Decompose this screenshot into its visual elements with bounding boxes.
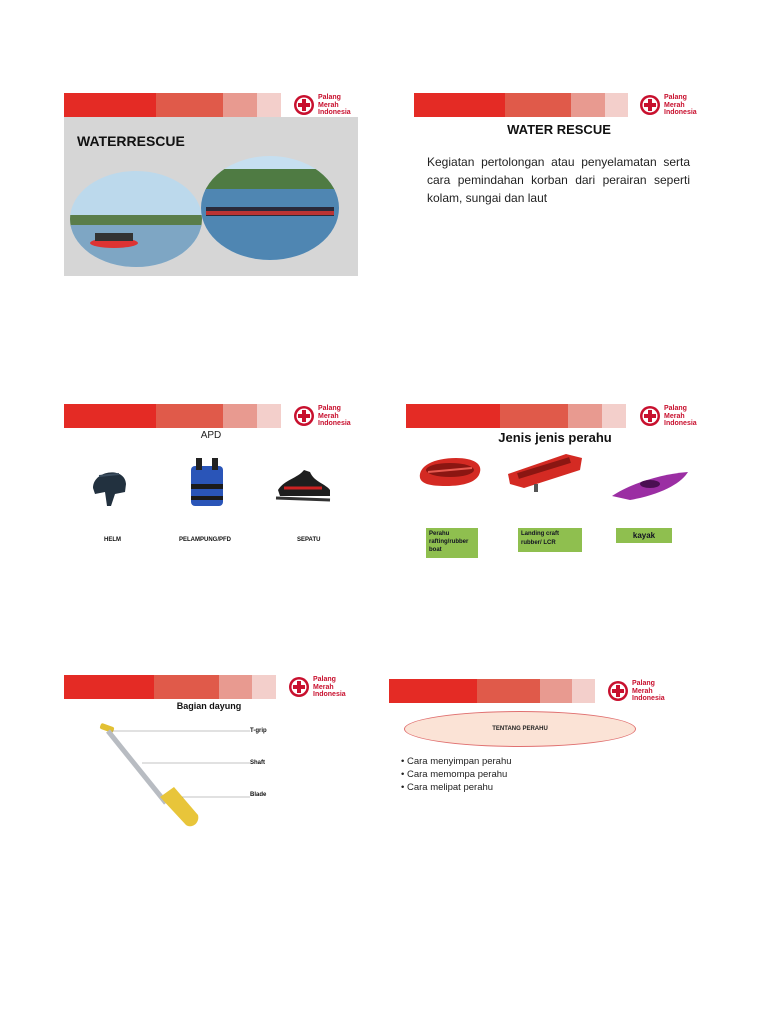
logo-line1: Palang: [664, 405, 687, 412]
helmet-icon: [89, 462, 129, 508]
list-item: • Cara memompa perahu: [401, 769, 508, 780]
header-bar-4: [257, 93, 281, 117]
red-cross-icon: [639, 405, 661, 427]
paddle-blade-label: Blade: [250, 792, 267, 798]
logo-line1: Palang: [318, 405, 341, 412]
logo-line3: Indonesia: [318, 109, 351, 116]
logo-line3: Indonesia: [632, 695, 665, 702]
life-jacket-icon: [184, 456, 230, 512]
logo-line1: Palang: [313, 676, 336, 683]
lcr-boat-icon: [504, 448, 586, 494]
red-cross-icon: [288, 676, 310, 698]
slide-1: [64, 93, 358, 276]
bullet-text: Cara melipat perahu: [406, 782, 494, 793]
paddle-tgrip-label: T-grip: [250, 728, 267, 734]
slide-title: Bagian dayung: [176, 701, 242, 711]
slide-title: WATERRESCUE: [77, 133, 185, 149]
pmi-logo: [288, 676, 346, 699]
pmi-logo: [293, 94, 351, 117]
logo-line1: Palang: [664, 94, 687, 101]
logo-line2: Merah: [632, 687, 653, 695]
red-cross-icon: [293, 405, 315, 427]
topic-ellipse: [404, 711, 636, 747]
red-cross-icon: [607, 680, 629, 702]
swimmers-photo: [200, 155, 340, 261]
list-item: • Cara melipat perahu: [401, 782, 494, 793]
pmi-logo: [639, 94, 697, 117]
logo-line3: Indonesia: [313, 691, 346, 698]
logo-line2: Merah: [318, 101, 339, 109]
slide-3: [64, 404, 358, 576]
slide-6: [389, 679, 669, 839]
apd-helm-label: HELM: [104, 537, 121, 543]
logo-line2: Merah: [318, 412, 339, 420]
bullet-text: Cara memompa perahu: [406, 769, 508, 780]
slide-4: [406, 404, 704, 576]
topic-title: TENTANG PERAHU: [492, 726, 548, 732]
header-bar-1: [64, 93, 156, 117]
slide-body: Kegiatan pertolongan atau penyelamatan serta cara pemindahan korban dari perairan seperti kolam, sungai dan laut: [427, 155, 690, 205]
slide-2: [414, 93, 704, 276]
logo-line2: Merah: [664, 412, 685, 420]
rafting-boat-icon: [416, 452, 484, 492]
topic-bullets: [401, 755, 512, 794]
logo-line1: Palang: [632, 680, 655, 687]
red-cross-icon: [639, 94, 661, 116]
logo-line3: Indonesia: [318, 420, 351, 427]
apd-sepatu-label: SEPATU: [297, 537, 321, 543]
kayak-icon: [610, 466, 690, 502]
boat-type-kayak: kayak: [616, 528, 672, 543]
slide-5: [64, 675, 354, 840]
red-cross-icon: [293, 94, 315, 116]
logo-line3: Indonesia: [664, 109, 697, 116]
slide-title: WATER RESCUE: [507, 122, 611, 137]
boat-type-rafting: Perahu rafting/rubber boat: [426, 528, 478, 558]
logo-line1: Palang: [318, 94, 341, 101]
logo-line2: Merah: [313, 683, 334, 691]
header-bar-3: [223, 93, 257, 117]
pmi-logo: [607, 680, 665, 703]
bullet-text: Cara menyimpan perahu: [406, 756, 512, 767]
slide-title: Jenis jenis perahu: [498, 430, 612, 445]
shoes-icon: [274, 460, 334, 508]
header-bar-2: [156, 93, 223, 117]
apd-pelampung-label: PELAMPUNG/PFD: [179, 537, 232, 543]
slide-title: APD: [200, 430, 222, 441]
boat-type-lcr: Landing craft rubber/ LCR: [518, 528, 582, 552]
logo-line2: Merah: [664, 101, 685, 109]
paddle-shaft-label: Shaft: [250, 760, 265, 766]
rafting-photo: [69, 169, 204, 269]
pmi-logo: [293, 405, 351, 428]
list-item: • Cara menyimpan perahu: [401, 756, 512, 767]
pmi-logo: [639, 405, 697, 428]
logo-line3: Indonesia: [664, 420, 697, 427]
